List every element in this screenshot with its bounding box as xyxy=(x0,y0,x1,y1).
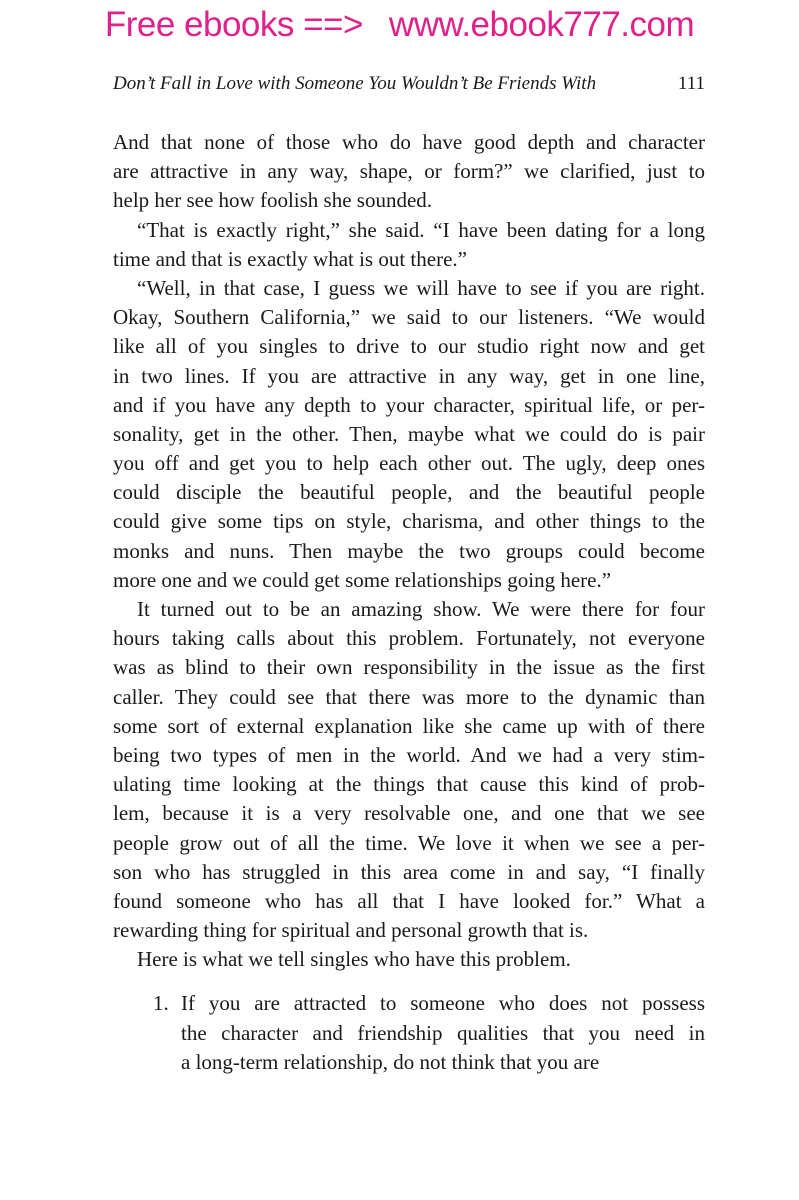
text-line: people grow out of all the time. We love it when we see a per- xyxy=(113,830,705,855)
text-line: some sort of external explanation like she came up with of there xyxy=(113,713,705,738)
text-line: sonality, get in the other. Then, maybe what we could do is pair xyxy=(113,421,705,446)
numbered-list-item xyxy=(113,989,705,1077)
text-line: hours taking calls about this problem. Fortunately, not everyone xyxy=(113,626,705,651)
text-line: help her see how foolish she sounded. xyxy=(113,188,433,213)
text-line: found someone who has all that I have looked for.” What a xyxy=(113,888,705,913)
text-line: monks and nuns. Then maybe the two groups could become xyxy=(113,538,705,563)
paragraph xyxy=(113,595,705,945)
text-line: could give some tips on style, charisma, and other things to the xyxy=(113,509,705,534)
list-item-line: a long-term relationship, do not think that you are xyxy=(181,1049,600,1074)
paragraph xyxy=(113,216,705,274)
running-head-title: Don’t Fall in Love with Someone You Wouldn’t Be Friends With xyxy=(113,73,597,94)
text-line: lem, because it is a very resolvable one, and one that we see xyxy=(113,801,705,826)
text-line: “That is exactly right,” she said. “I have been dating for a long xyxy=(137,217,705,242)
body-text xyxy=(113,128,705,1077)
text-line: could disciple the beautiful people, and the beautiful people xyxy=(113,480,705,505)
text-line: And that none of those who do have good depth and character xyxy=(113,130,705,154)
watermark-banner xyxy=(0,4,799,46)
paragraph xyxy=(113,274,705,595)
text-line: being two types of men in the world. And we had a very stim- xyxy=(113,742,705,767)
page-number: 111 xyxy=(677,73,705,94)
text-line: was as blind to their own responsibility in the issue as the first xyxy=(113,655,705,680)
text-line: are attractive in any way, shape, or form?” we clarified, just to xyxy=(113,159,705,184)
text-line: rewarding thing for spiritual and personal growth that is. xyxy=(113,918,589,943)
text-line: more one and we could get some relationships going here.” xyxy=(113,567,612,592)
text-line: Okay, Southern California,” we said to our listeners. “We would xyxy=(113,305,705,330)
text-line: like all of you singles to drive to our studio right now and get xyxy=(113,334,705,359)
text-line: caller. They could see that there was more to the dynamic than xyxy=(113,684,705,709)
paragraph xyxy=(113,128,705,216)
list-item-number: 1. xyxy=(153,991,169,1016)
text-line: son who has struggled in this area come in and say, “I finally xyxy=(113,859,705,884)
text-line: time and that is exactly what is out there.” xyxy=(113,246,467,271)
paragraph xyxy=(113,945,705,974)
list-item-line: If you are attracted to someone who does not possess xyxy=(181,991,705,1016)
text-line: It turned out to be an amazing show. We were there for four xyxy=(137,597,705,621)
text-line: you off and get you to help each other out. The ugly, deep ones xyxy=(113,451,705,476)
watermark-url[interactable]: www.ebook777.com xyxy=(388,5,695,44)
text-line: ulating time looking at the things that cause this kind of prob- xyxy=(113,772,705,797)
list-item-line: the character and friendship qualities that you need in xyxy=(181,1020,705,1045)
text-line: in two lines. If you are attractive in any way, get in one line, xyxy=(113,363,705,388)
watermark-left-text: Free ebooks ==> xyxy=(104,5,363,44)
running-head xyxy=(113,70,705,98)
text-line: “Well, in that case, I guess we will have to see if you are right. xyxy=(137,275,705,300)
text-line: Here is what we tell singles who have this problem. xyxy=(137,947,571,972)
text-line: and if you have any depth to your character, spiritual life, or per- xyxy=(113,392,705,417)
